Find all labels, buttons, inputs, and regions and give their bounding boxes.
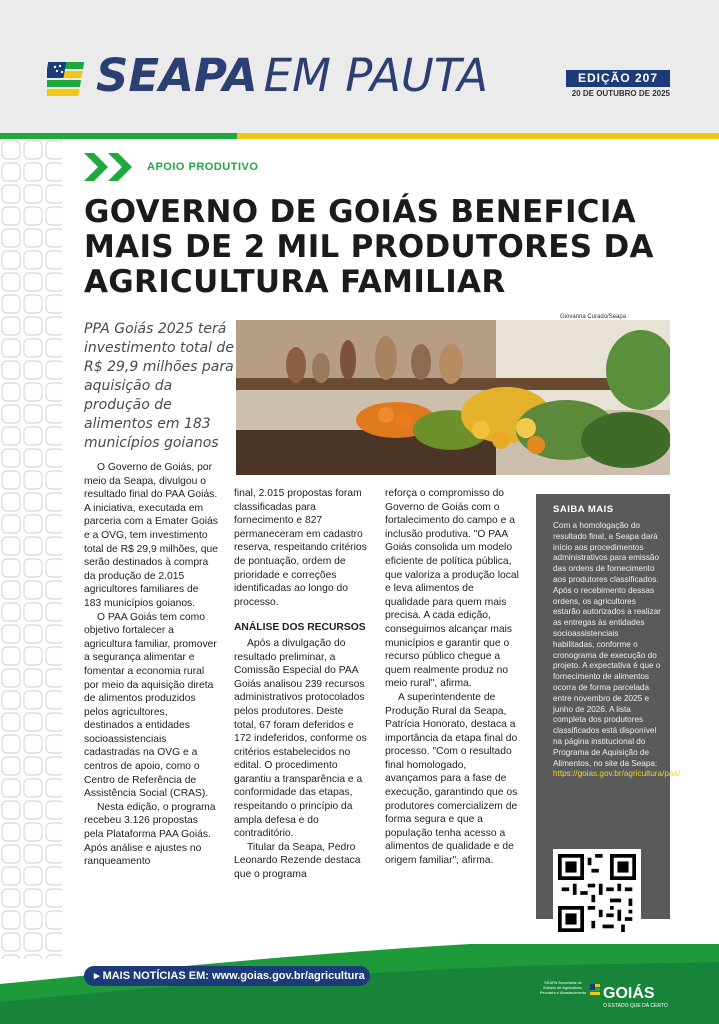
paragraph: final, 2.015 propostas foram classificadas para fornecimento e 827 permaneceram em cadastro reserva, respeitando critérios de pontuação, ordem de prioridade e correções identificadas ao longo do processo.	[234, 488, 367, 608]
market-produce-photo	[236, 320, 670, 475]
chevron-arrows-icon	[84, 153, 136, 181]
section-label: APOIO PRODUTIVO	[147, 161, 259, 173]
paragraph: Após a divulgação do resultado preliminar, a Comissão Especial do PAA Goiás analisou 239 recursos administrativos protocolados pelos produtores. Deste total, 67 foram deferidos e 172 indeferidos, conforme os critérios estabelecidos no edital. O procedimento garantiu a transparência e a conformidade das etapas, respeitando o princípio da ampla defesa e do contraditório.	[234, 637, 367, 840]
seapa-footer-logo: SEAPA Secretaria de Estado de Agricultura, Pecuária e Abastecimento	[539, 980, 587, 995]
masthead	[0, 0, 719, 135]
photo-credit: Giovanna Curado/Seapa	[560, 314, 627, 320]
article-column-3	[385, 487, 519, 868]
sidebar-text	[553, 521, 681, 780]
headline-line: AGRICULTURA FAMILIAR	[84, 264, 506, 300]
lead-paragraph: PPA Goiás 2025 terá investimento total de R$ 29,9 milhões para aquisição da produção de alimentos em 183 municípios goianos	[84, 321, 234, 451]
article-column-2	[234, 487, 368, 882]
article-column-1	[84, 461, 218, 869]
paa-link[interactable]: https://goias.gov.br/agricultura/paa/	[553, 769, 681, 779]
goias-government-logo	[590, 978, 680, 1012]
paragraph: O PAA Goiás tem como objetivo fortalecer a agricultura familiar, promover a segurança alimentar e fomentar a economia rural por meio da aquisição direta de alimentos produzidos pelos agricultores, destinados a entidades socioassistenciais cadastradas na OVG e a centros de apoio, como o Centro de Referência de Assistência Social (CRAS).	[84, 611, 217, 800]
publication-title	[96, 48, 488, 104]
header-divider-yellow	[237, 133, 719, 139]
saiba-mais-box	[536, 494, 681, 919]
goias-wordmark: GOIÁS	[603, 985, 655, 1002]
paragraph: reforça o compromisso do Governo de Goiás com o fortalecimento do campo e a inclusão produtiva. "O PAA Goiás consolida um modelo eficiente de política pública, que valoriza a produção local e leva alimentos de qualidade para quem mais precisa. A cada edição, conseguimos alcançar mais municípios e garantir que o recurso público chegue a quem realmente produz no meio rural", afirma.	[385, 488, 519, 690]
paragraph: A superintendente de Produção Rural da Seapa, Patrícia Honorato, destaca a importância da etapa final do processo. "Com o resultado final homologado, avançamos para a fase de execução, garantindo que os produtores comercializem de forma segura e que a população tenha acesso a alimentos de qualidade e de origem familiar", afirma.	[385, 691, 518, 867]
subheading: ANÁLISE DOS RECURSOS	[234, 622, 366, 634]
headline-line: GOVERNO DE GOIÁS BENEFICIA	[84, 194, 636, 230]
headline	[84, 195, 684, 300]
sidebar-title: SAIBA MAIS	[553, 504, 614, 515]
brand-light: EM PAUTA	[263, 49, 488, 102]
goias-flag-icon	[47, 58, 89, 100]
goias-tagline: O ESTADO QUE DÁ CERTO	[603, 1003, 668, 1009]
decorative-pattern	[0, 139, 62, 959]
sidebar-body: Com a homologação do resultado final, a Seapa dará início aos procedimentos administrativos para emissão das ordens de fornecimento aos produtores classificados. Após o recebimento dessas ordens, os agricultores estarão autorizados a realizar as entregas às entidades socioassistenciais habilitadas, conforme o cronograma de execução do projeto. A expectativa é que o fornecimento de alimentos ocorra de forma parcelada entre novembro de 2025 e junho de 2026. A lista completa dos produtores classificados está disponível na página institucional do Programa de Aquisição de Alimentos, no site da Seapa:	[553, 521, 661, 768]
edition-badge: EDIÇÃO 207	[566, 70, 670, 87]
edition-date: 20 DE OUTUBRO DE 2025	[571, 89, 670, 98]
brand-bold: SEAPA	[96, 49, 258, 102]
headline-line: MAIS DE 2 MIL PRODUTORES DA	[84, 229, 654, 265]
more-news-label: MAIS NOTÍCIAS EM: www.goias.gov.br/agricultura	[102, 970, 365, 982]
paragraph: Titular da Seapa, Pedro Leonardo Rezende destaca que o programa	[234, 841, 361, 881]
paragraph: O Governo de Goiás, por meio da Seapa, divulgou o resultado final do PAA Goiás. A iniciativa, executada em parceria com a Emater Goiás e a OVG, tem investimento total de R$ 29,9 milhões, que serão destinados à compra da produção de 2.015 agricultores familiares de 183 municípios goianos.	[84, 462, 218, 609]
qr-code-icon[interactable]	[553, 849, 641, 937]
more-news-link[interactable]: ▸ MAIS NOTÍCIAS EM: www.goias.gov.br/agricultura	[84, 966, 370, 986]
paragraph: Nesta edição, o programa recebeu 3.126 propostas pela Plataforma PAA Goiás. Após análise e ajustes no ranqueamento	[84, 801, 216, 868]
